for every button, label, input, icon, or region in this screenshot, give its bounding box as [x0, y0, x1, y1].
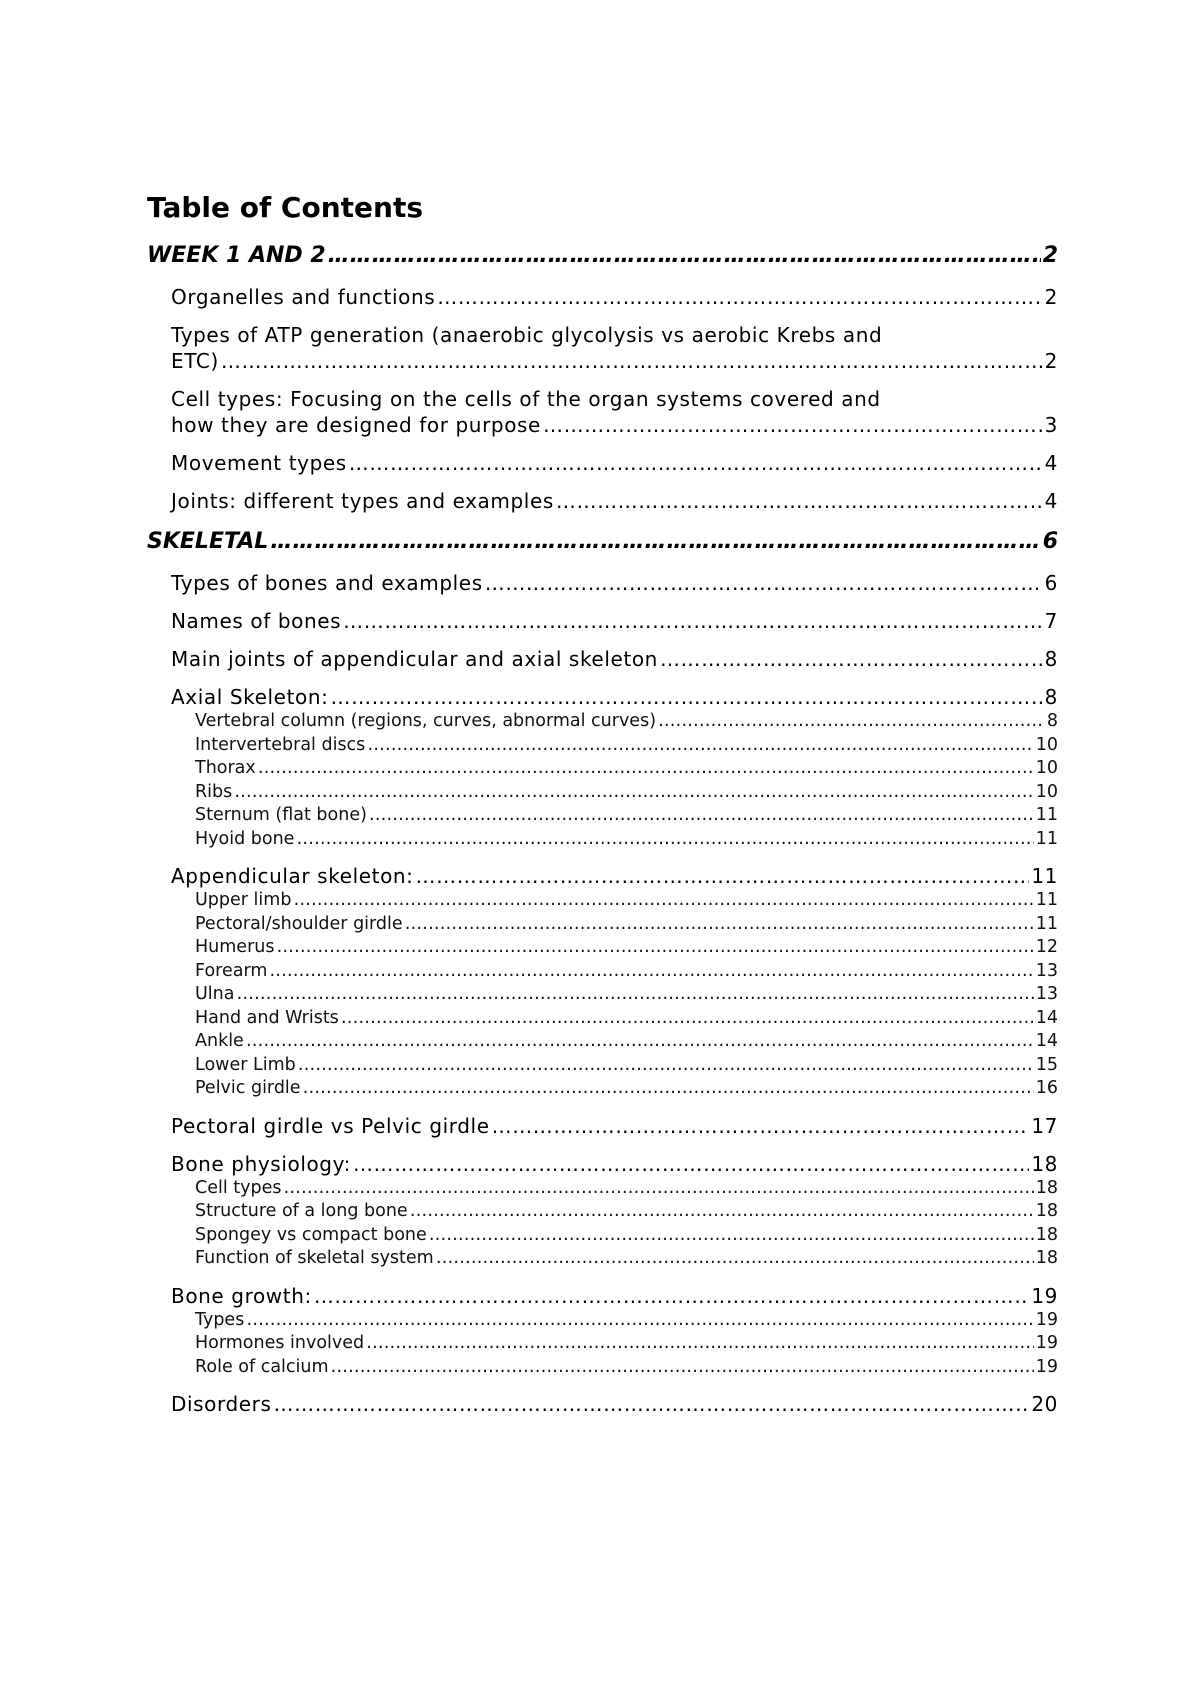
- toc-entry-level-2[interactable]: [171, 608, 1058, 634]
- toc-leader-dots: [416, 863, 1030, 889]
- toc-leader-dots: [314, 1283, 1030, 1309]
- toc-page-number: 2: [1044, 285, 1058, 309]
- toc-entry-label: Axial Skeleton:: [171, 685, 329, 709]
- toc-page-number: 19: [1035, 1356, 1058, 1377]
- toc-entry-level-3[interactable]: [195, 1077, 1058, 1101]
- toc-leader-dots: [283, 1177, 1033, 1201]
- toc-leader-dots: [349, 450, 1043, 476]
- toc-leader-dots: [293, 889, 1033, 913]
- toc-entry-label-line2: how they are designed for purpose: [171, 413, 541, 437]
- toc-entry-label: Movement types: [171, 451, 347, 475]
- toc-entry-line2: [171, 348, 1058, 374]
- toc-page-number: 4: [1044, 451, 1058, 475]
- toc-entry-label: Pectoral/shoulder girdle: [195, 913, 403, 934]
- toc-page-number: 11: [1035, 805, 1058, 825]
- toc-entry-level-3[interactable]: [195, 1007, 1058, 1031]
- toc-leader-dots: [274, 1391, 1030, 1417]
- toc-entry-label: Forearm: [195, 960, 268, 981]
- toc-page-number: 20: [1031, 1392, 1058, 1416]
- toc-entry-level-1[interactable]: [147, 526, 1058, 558]
- toc-entry-level-2[interactable]: [171, 386, 1058, 438]
- toc-entry-level-3[interactable]: [195, 1332, 1058, 1356]
- toc-page-number: 18: [1035, 1248, 1058, 1268]
- toc-page-number: 18: [1035, 1201, 1058, 1221]
- toc-leader-dots: [485, 570, 1043, 596]
- toc-leader-dots: [246, 1309, 1033, 1333]
- toc-entry-label: Hand and Wrists: [195, 1007, 339, 1028]
- toc-entry-label: Ribs: [195, 781, 233, 802]
- toc-entry-level-3[interactable]: [195, 781, 1058, 805]
- toc-entry-level-3[interactable]: [195, 1030, 1058, 1054]
- toc-leader-dots: [660, 646, 1043, 672]
- toc-page-number: 18: [1031, 1151, 1058, 1176]
- toc-entry-label: Structure of a long bone: [195, 1201, 408, 1221]
- toc-entry-label: WEEK 1 AND 2: [147, 243, 326, 268]
- toc-entry-level-3[interactable]: [195, 1054, 1058, 1078]
- toc-entry-level-3[interactable]: [195, 734, 1058, 758]
- toc-page-number: 11: [1031, 864, 1058, 888]
- toc-page-number: 2: [1044, 349, 1058, 373]
- toc-leader-dots: [221, 348, 1043, 374]
- toc-leader-dots: [543, 412, 1043, 438]
- toc-entry-level-2[interactable]: [171, 1151, 1058, 1177]
- toc-entry-level-3[interactable]: [195, 960, 1058, 984]
- toc-page-number: 4: [1044, 489, 1058, 513]
- toc-leader-dots: [353, 1151, 1029, 1177]
- toc-entry-level-3[interactable]: [195, 804, 1058, 828]
- toc-entry-label: Appendicular skeleton:: [171, 864, 414, 888]
- toc-entry-label: Pectoral girdle vs Pelvic girdle: [171, 1113, 490, 1138]
- toc-entry-label: Sternum (flat bone): [195, 805, 367, 825]
- toc-page-number: 19: [1031, 1283, 1058, 1308]
- toc-entry-label: Vertebral column (regions, curves, abnormal curves): [195, 711, 657, 731]
- toc-leader-dots: [303, 1077, 1034, 1101]
- toc-page-number: 8: [1044, 685, 1058, 709]
- toc-entry-label: Lower Limb: [195, 1054, 296, 1075]
- toc-leader-dots: [436, 1247, 1034, 1271]
- toc-entry-label: Role of calcium: [195, 1356, 329, 1377]
- toc-entry-label: Function of skeletal system: [195, 1248, 434, 1268]
- toc-page-number: 15: [1035, 1054, 1058, 1075]
- toc-entry-label-line2: ETC): [171, 349, 219, 373]
- toc-page-number: 13: [1035, 960, 1058, 981]
- toc-entry-level-3[interactable]: [195, 913, 1058, 937]
- toc-entry-level-3[interactable]: [195, 1200, 1058, 1224]
- toc-page-number: 3: [1044, 413, 1058, 437]
- toc-entry-level-2[interactable]: [171, 684, 1058, 710]
- toc-leader-dots: [343, 608, 1043, 634]
- toc-leader-dots: [405, 913, 1034, 937]
- toc-leader-dots: [258, 757, 1034, 781]
- toc-page-number: 10: [1035, 781, 1058, 802]
- toc-entry-label: Humerus: [195, 937, 275, 957]
- toc-entry-level-3[interactable]: [195, 710, 1058, 734]
- toc-leader-dots: [298, 1054, 1034, 1078]
- toc-entry-label: Bone growth:: [171, 1283, 312, 1308]
- toc-entry-label-line1: Types of ATP generation (anaerobic glycolysis vs aerobic Krebs and: [171, 323, 883, 347]
- toc-leader-dots: [270, 526, 1040, 558]
- toc-entry-label: Intervertebral discs: [195, 734, 366, 755]
- toc-entry-label: Ankle: [195, 1031, 244, 1051]
- document-page: [147, 188, 1058, 1417]
- toc-leader-dots: [237, 983, 1034, 1007]
- toc-leader-dots: [331, 1356, 1034, 1380]
- toc-page-number: 7: [1044, 609, 1058, 633]
- toc-entry-label: Thorax: [195, 758, 256, 778]
- toc-page-number: 6: [1044, 571, 1058, 595]
- toc-leader-dots: [369, 804, 1034, 828]
- toc-list: [147, 240, 1058, 1417]
- toc-entry-level-2[interactable]: [171, 488, 1058, 514]
- toc-page-number: 2: [1042, 243, 1058, 268]
- toc-entry-level-2[interactable]: [171, 1113, 1058, 1139]
- toc-page-number: 19: [1035, 1309, 1058, 1330]
- toc-entry-label: Ulna: [195, 984, 235, 1004]
- toc-entry-level-2[interactable]: [171, 1391, 1058, 1417]
- toc-entry-label: Hormones involved: [195, 1333, 365, 1353]
- toc-entry-label: Organelles and functions: [171, 285, 436, 309]
- toc-leader-dots: [658, 710, 1045, 734]
- toc-entry-label: Types of bones and examples: [171, 571, 483, 595]
- toc-entry-level-2[interactable]: [171, 646, 1058, 672]
- toc-leader-dots: [437, 284, 1042, 310]
- toc-entry-level-3[interactable]: [195, 1309, 1058, 1333]
- toc-page-number: 11: [1035, 913, 1058, 934]
- toc-entry-label: Bone physiology:: [171, 1151, 351, 1176]
- toc-leader-dots: [429, 1224, 1034, 1248]
- toc-page-number: 8: [1046, 711, 1058, 731]
- toc-page-number: 10: [1035, 734, 1058, 755]
- toc-entry-label: Types: [195, 1309, 245, 1330]
- toc-page-number: 14: [1035, 1031, 1058, 1051]
- toc-entry-label: Joints: different types and examples: [171, 489, 554, 513]
- toc-page-number: 17: [1031, 1113, 1058, 1138]
- toc-entry-level-2[interactable]: [171, 322, 1058, 374]
- toc-leader-dots: [269, 960, 1033, 984]
- toc-entry-level-2[interactable]: [171, 450, 1058, 476]
- toc-entry-label: Cell types: [195, 1177, 282, 1198]
- toc-entry-level-3[interactable]: [195, 1224, 1058, 1248]
- toc-entry-level-3[interactable]: [195, 1247, 1058, 1271]
- toc-page-number: 13: [1035, 984, 1058, 1004]
- toc-page-number: 10: [1035, 758, 1058, 778]
- toc-entry-level-2[interactable]: [171, 284, 1058, 310]
- toc-entry-level-2[interactable]: [171, 863, 1058, 889]
- toc-entry-label: Upper limb: [195, 890, 292, 910]
- toc-entry-level-2[interactable]: [171, 1283, 1058, 1309]
- toc-page-number: 18: [1035, 1224, 1058, 1245]
- toc-entry-level-3[interactable]: [195, 1356, 1058, 1380]
- toc-leader-dots: [366, 1332, 1034, 1356]
- toc-leader-dots: [330, 684, 1042, 710]
- toc-leader-dots: [367, 734, 1033, 758]
- toc-page-number: 19: [1035, 1333, 1058, 1353]
- toc-leader-dots: [328, 240, 1041, 272]
- toc-entry-label-line1: Cell types: Focusing on the cells of the organ systems covered and: [171, 387, 881, 411]
- toc-entry-level-3[interactable]: [195, 936, 1058, 960]
- toc-entry-level-1[interactable]: [147, 240, 1058, 272]
- toc-entry-level-3[interactable]: [195, 1177, 1058, 1201]
- toc-entry-label: Hyoid bone: [195, 828, 295, 849]
- toc-page-number: 18: [1035, 1177, 1058, 1198]
- toc-entry-level-3[interactable]: [195, 757, 1058, 781]
- toc-entry-label: SKELETAL: [147, 529, 269, 554]
- toc-leader-dots: [296, 828, 1033, 852]
- toc-entry-label: Spongey vs compact bone: [195, 1224, 427, 1245]
- toc-leader-dots: [341, 1007, 1034, 1031]
- toc-page-number: 11: [1035, 828, 1058, 849]
- toc-page-number: 11: [1035, 890, 1058, 910]
- toc-page-number: 12: [1035, 937, 1058, 957]
- toc-title: Table of Contents: [147, 191, 424, 224]
- toc-page-number: 16: [1035, 1078, 1058, 1098]
- toc-entry-line2: [171, 412, 1058, 438]
- toc-entry-level-2[interactable]: [171, 570, 1058, 596]
- toc-page-number: 8: [1044, 647, 1058, 671]
- toc-entry-level-3[interactable]: [195, 828, 1058, 852]
- toc-leader-dots: [234, 781, 1033, 805]
- toc-entry-label: Main joints of appendicular and axial skeleton: [171, 647, 658, 671]
- toc-leader-dots: [276, 936, 1033, 960]
- toc-leader-dots: [492, 1113, 1030, 1139]
- toc-page-number: 6: [1042, 529, 1058, 554]
- toc-entry-level-3[interactable]: [195, 983, 1058, 1007]
- toc-page-number: 14: [1035, 1007, 1058, 1028]
- toc-leader-dots: [410, 1200, 1034, 1224]
- toc-entry-level-3[interactable]: [195, 889, 1058, 913]
- toc-entry-label: Pelvic girdle: [195, 1078, 301, 1098]
- toc-entry-label: Names of bones: [171, 609, 342, 633]
- toc-leader-dots: [246, 1030, 1034, 1054]
- toc-entry-label: Disorders: [171, 1392, 272, 1416]
- toc-leader-dots: [556, 488, 1043, 514]
